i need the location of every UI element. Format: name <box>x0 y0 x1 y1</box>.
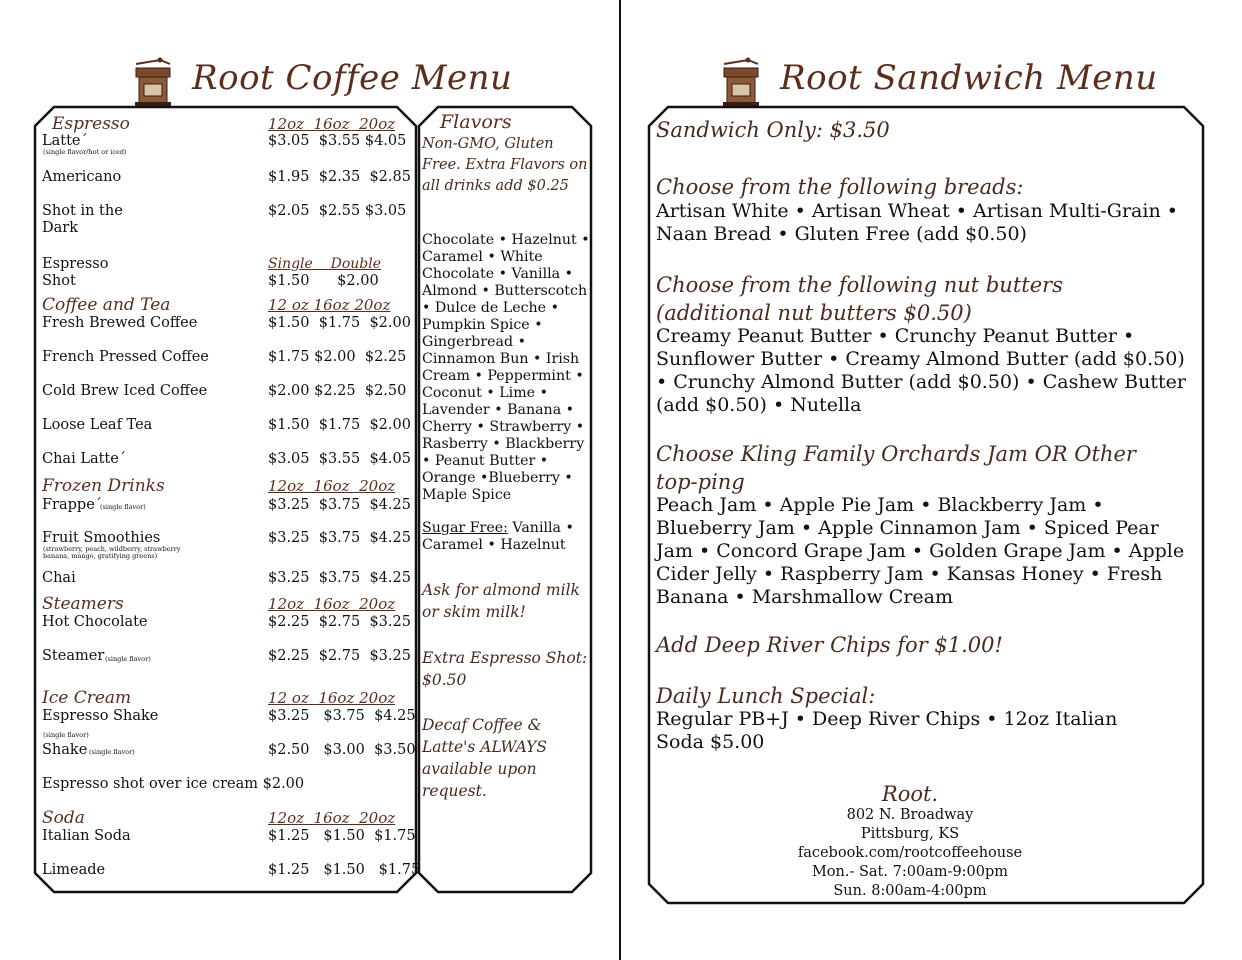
footer-web: facebook.com/rootcoffeehouse <box>797 845 1023 861</box>
item-prices: $1.75 $2.00 $2.25 <box>268 349 407 365</box>
item-prices: $2.50 $3.00 $3.50 <box>268 742 416 758</box>
flavors-list: Chocolate • Hazelnut • Caramel • White Chocolate • Vanilla • Almond • Butterscotch • Dulce de Leche • Pumpkin Spice • Gingerbread • Cinnamon Bun • Irish Cream • Peppermint • Coconut • Lime • Lavender • Banana • Cherry • Strawberry • Rasberry • Blackberry • Peanut Butter • Orange •Blueberry • Maple Spice <box>422 232 590 503</box>
item-note: (single flavor) <box>100 503 146 511</box>
section-title: Coffee and Tea <box>42 295 171 315</box>
footer-hours-sunday: Sun. 8:00am-4:00pm <box>833 883 987 899</box>
jam-heading: Choose Kling Family Orchards Jam OR Other top-ping <box>656 442 1136 494</box>
section-title: Espresso <box>52 114 130 134</box>
footer-address: 802 N. Broadway <box>846 807 974 823</box>
item-name: French Pressed Coffee <box>42 349 209 365</box>
item-name: Cold Brew Iced Coffee <box>42 383 208 399</box>
item-prices: $3.25 $3.75 $4.25 <box>268 708 416 724</box>
item-name: Latte´ <box>42 133 88 149</box>
item-prices: $3.25 $3.75 $4.25 <box>268 530 411 546</box>
section-title: Ice Cream <box>42 688 132 708</box>
item-name: Italian Soda <box>42 828 131 844</box>
flavors-title: Flavors <box>440 111 512 133</box>
item-prices: $3.05 $3.55 $4.05 <box>268 133 407 149</box>
item-prices: $1.95 $2.35 $2.85 <box>268 169 411 185</box>
size-header: 12oz 16oz 20oz <box>268 115 396 133</box>
footer-hours-weekday: Mon.- Sat. 7:00am-9:00pm <box>811 864 1009 880</box>
nut-list: Creamy Peanut Butter • Crunchy Peanut Butter • Sunflower Butter • Creamy Almond Butter (add $0.50) • Crunchy Almond Butter (add $0.50) • Cashew Butter (add $0.50) • Nutella <box>656 325 1186 416</box>
item-prices: $2.25 $2.75 $3.25 <box>268 614 411 630</box>
item-prices: $1.25 $1.50 $1.75 <box>268 862 421 878</box>
item-note: banana, mango, gratifying greens) <box>43 552 158 560</box>
flavors-intro: Non-GMO, Gluten Free. Extra Flavors on all drinks add $0.25 <box>422 136 588 194</box>
jam-list: Peach Jam • Apple Pie Jam • Blackberry Jam • Blueberry Jam • Apple Cinnamon Jam • Spiced Pear Jam • Concord Grape Jam • Golden Grape Jam • Apple Cider Jelly • Raspberry Jam • Kansas Honey • Fresh Banana • Marshmallow Cream <box>656 494 1185 608</box>
item-name: Hot Chocolate <box>42 614 148 630</box>
size-header: 12 oz 16oz 20oz <box>268 689 396 707</box>
item-prices: $1.25 $1.50 $1.75 <box>268 828 416 844</box>
sandwich-only: Sandwich Only: $3.50 <box>656 118 890 142</box>
item-prices: $2.25 $2.75 $3.25 <box>268 648 411 664</box>
item-name: Chai Latte´ <box>42 451 127 467</box>
sugar-free-label: Sugar Free: <box>422 520 508 536</box>
item-note: (strawberry, peach, wildberry, strawberry <box>43 545 181 553</box>
bread-heading: Choose from the following breads: <box>656 175 1024 199</box>
item-note: (single flavor) <box>43 731 89 739</box>
coffee-menu-title: Root Coffee Menu <box>192 58 513 98</box>
section-title: Frozen Drinks <box>42 476 165 496</box>
item-name: Espresso <box>42 256 109 272</box>
size-header: 12oz 16oz 20oz <box>268 595 396 613</box>
item-note: (single flavor) <box>89 748 135 756</box>
special-heading: Daily Lunch Special: <box>656 684 876 708</box>
sandwich-menu-title: Root Sandwich Menu <box>780 58 1158 98</box>
item-prices: $1.50 $2.00 <box>268 273 379 289</box>
item-note: (single flavor) <box>105 655 151 663</box>
size-header: 12 oz 16oz 20oz <box>268 296 391 314</box>
item-name: Chai <box>42 570 76 586</box>
item-prices: $3.25 $3.75 $4.25 <box>268 570 411 586</box>
special-list: Regular PB+J • Deep River Chips • 12oz Italian Soda $5.00 <box>656 708 1118 753</box>
size-header: 12oz 16oz 20oz <box>268 477 396 495</box>
item-name: Shot <box>42 273 76 289</box>
item-prices: $3.25 $3.75 $4.25 <box>268 497 411 513</box>
decaf-note: Decaf Coffee & Latte's ALWAYS available upon request. <box>422 716 548 800</box>
item-note: (single flavor/hot or iced) <box>43 148 127 156</box>
item-name: Fruit Smoothies <box>42 530 161 546</box>
chips-note: Add Deep River Chips for $1.00! <box>656 633 1003 657</box>
size-header: 12oz 16oz 20oz <box>268 809 396 827</box>
item-prices: $2.05 $2.55 $3.05 <box>268 203 407 219</box>
nut-heading: Choose from the following nut butters (additional nut butters $0.50) <box>656 273 1063 325</box>
item-prices: $3.05 $3.55 $4.05 <box>268 451 411 467</box>
item-name: Dark <box>42 220 78 236</box>
bread-list: Artisan White • Artisan Wheat • Artisan Multi-Grain • Naan Bread • Gluten Free (add $0.50) <box>656 200 1178 245</box>
item-prices: $2.00 $2.25 $2.50 <box>268 383 407 399</box>
item-prices: $1.50 $1.75 $2.00 <box>268 315 411 331</box>
section-title: Soda <box>42 808 85 828</box>
sugar-free-list: Vanilla • Caramel • Hazelnut <box>422 520 574 553</box>
item-name: Espresso Shake <box>42 708 159 724</box>
item-name: Steamer <box>42 648 105 664</box>
section-title: Steamers <box>42 594 124 614</box>
item-name: Fresh Brewed Coffee <box>42 315 198 331</box>
almond-note: Ask for almond milk or skim milk! <box>422 581 580 621</box>
extra-shot-note: Extra Espresso Shot: $0.50 <box>422 649 588 689</box>
item-name: Limeade <box>42 862 106 878</box>
footer-city: Pittsburg, KS <box>860 826 960 842</box>
size-header: Single Double <box>268 256 382 272</box>
item-name: Loose Leaf Tea <box>42 417 153 433</box>
item-name: Shake <box>42 742 88 758</box>
item-name: Shot in the <box>42 203 123 219</box>
footer-brand: Root. <box>881 782 939 806</box>
item-name: Americano <box>42 169 122 185</box>
item-prices: $1.50 $1.75 $2.00 <box>268 417 411 433</box>
item-name: Espresso shot over ice cream $2.00 <box>42 776 305 792</box>
item-name: Frappe´ <box>42 497 103 513</box>
